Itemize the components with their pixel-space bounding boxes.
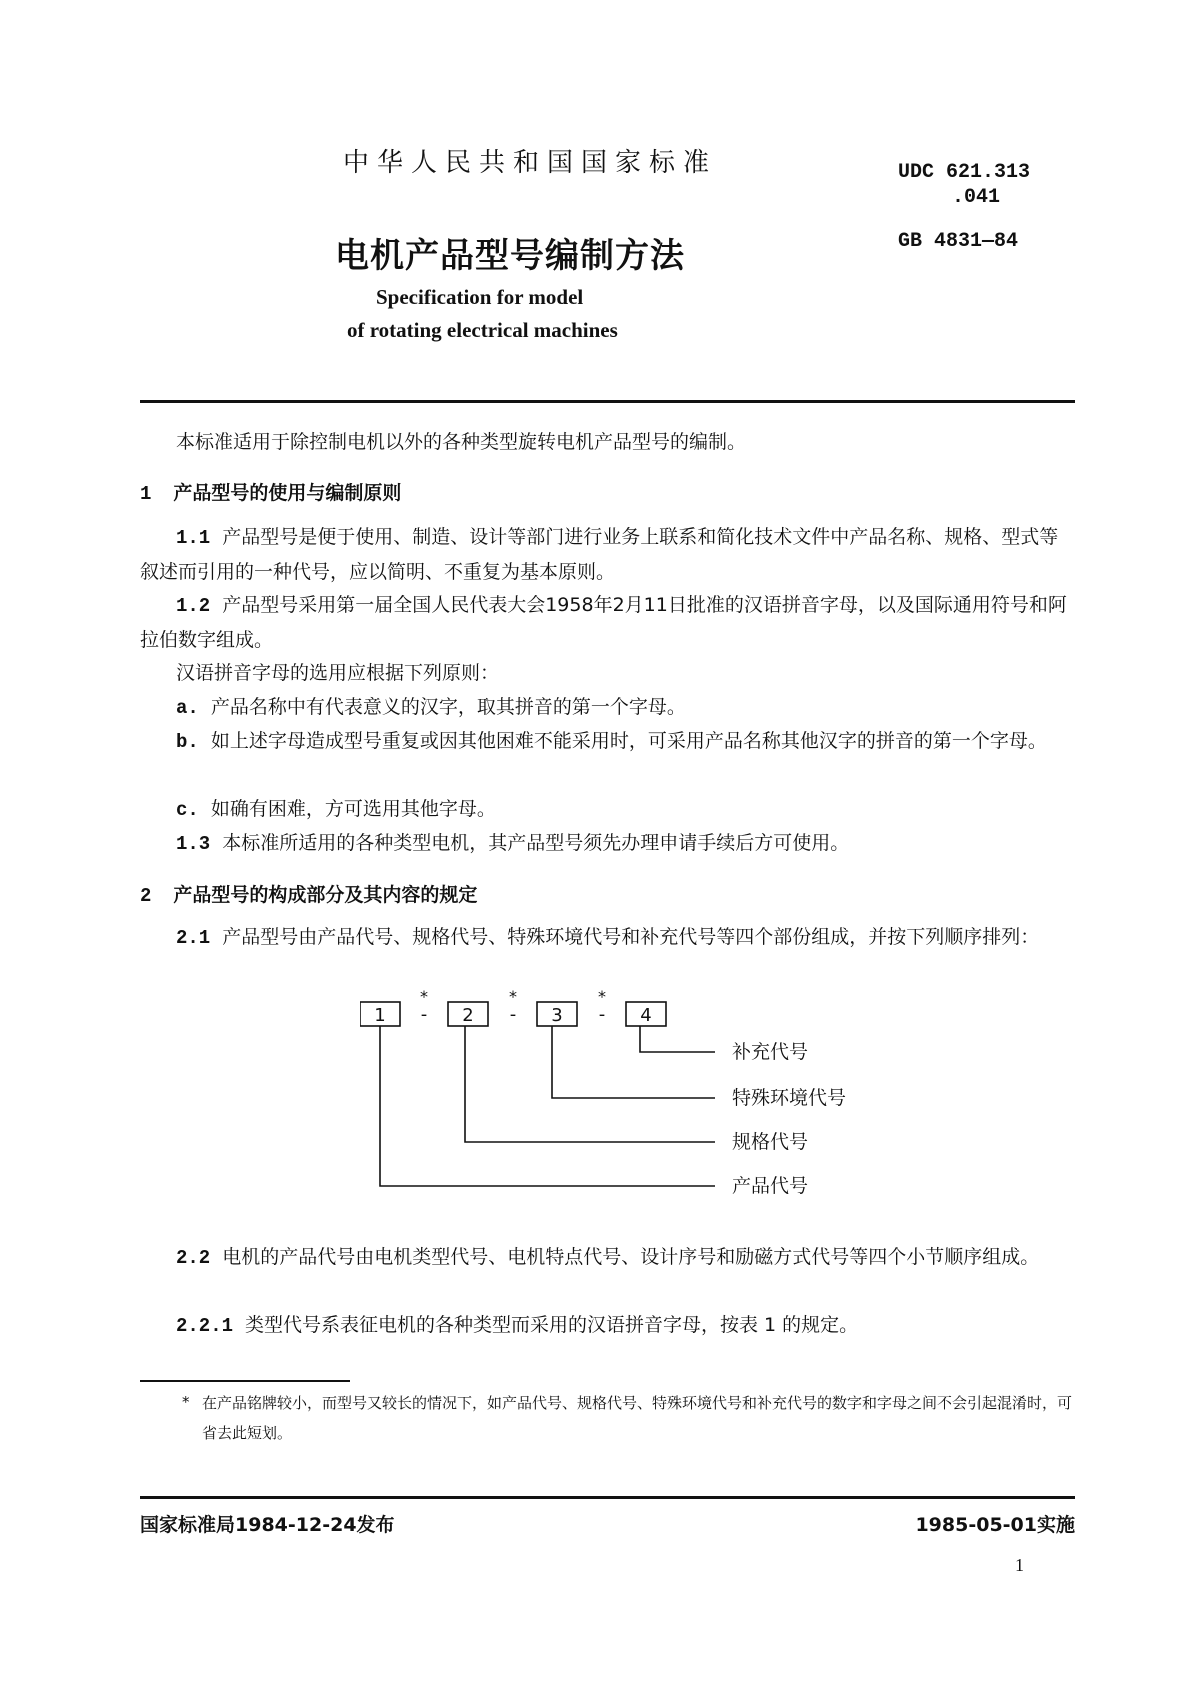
- footer-rule: [140, 1496, 1075, 1499]
- selection-rule-intro: 汉语拼音字母的选用应根据下列原则：: [176, 662, 500, 684]
- clause-text: 产品型号由产品代号、规格代号、特殊环境代号和补充代号等四个部份组成，并按下列顺序排列：: [222, 926, 1040, 948]
- clause-2-2-1: [140, 1308, 1070, 1343]
- section-number: 1: [140, 483, 152, 505]
- clause-text: 本标准所适用的各种类型电机，其产品型号须先办理申请手续后方可使用。: [222, 832, 850, 854]
- diagram-dash-1: -: [420, 1004, 428, 1025]
- model-structure-diagram: [360, 990, 920, 1220]
- list-item-label: a.: [176, 697, 199, 719]
- list-item-text: 如上述字母造成型号重复或因其他困难不能采用时，可采用产品名称其他汉字的拼音的第一个字母。: [210, 730, 1047, 752]
- clause-number: 1.3: [176, 833, 211, 855]
- clause-number: 2.2: [176, 1247, 211, 1269]
- label-special-environment-code: 特殊环境代号: [732, 1087, 847, 1109]
- connector-line-3: [552, 1026, 715, 1098]
- diagram-dash-2: -: [509, 1004, 517, 1025]
- clause-1-2: [140, 588, 1070, 657]
- udc-code-continued: .041: [952, 186, 1001, 209]
- list-item-b: [140, 724, 1070, 759]
- label-specification-code: 规格代号: [732, 1131, 809, 1153]
- clause-number: 2.2.1: [176, 1315, 234, 1337]
- connector-line-1: [380, 1026, 715, 1186]
- list-item-text: 产品名称中有代表意义的汉字，取其拼音的第一个字母。: [210, 696, 686, 718]
- diagram-box-label-1: 1: [374, 1005, 386, 1026]
- page-number: 1: [1015, 1555, 1024, 1575]
- header-rule: [140, 400, 1075, 403]
- clause-number: 2.1: [176, 927, 211, 949]
- section-title: 产品型号的使用与编制原则: [173, 482, 402, 504]
- clause-text: 产品型号采用第一届全国人民代表大会1958年2月11日批准的汉语拼音字母，以及国际通用符号和阿拉伯数字组成。: [140, 594, 1067, 651]
- english-title-line2: of rotating electrical machines: [347, 318, 618, 342]
- diagram-star-1: *: [420, 990, 428, 1006]
- page-title: 电机产品型号编制方法: [335, 236, 685, 276]
- section-title: 产品型号的构成部分及其内容的规定: [173, 884, 478, 906]
- clause-1-1: [140, 520, 1070, 589]
- clause-number: 1.2: [176, 595, 211, 617]
- footnote-text: 在产品铭牌较小，而型号又较长的情况下，如产品代号、规格代号、特殊环境代号和补充代号的数字和字母之间不会引起混淆时，可省去此短划。: [202, 1394, 1073, 1442]
- list-item-label: c.: [176, 799, 199, 821]
- diagram-star-3: *: [598, 990, 606, 1006]
- diagram-box-label-3: 3: [551, 1005, 563, 1026]
- section-1-heading: [140, 478, 401, 505]
- diagram-dash-3: -: [598, 1004, 606, 1025]
- english-title-line1: Specification for model: [376, 285, 584, 309]
- list-item-c: [140, 792, 1070, 827]
- list-item-a: [140, 690, 1070, 725]
- gb-code: GB 4831—84: [898, 230, 1019, 253]
- clause-number: 1.1: [176, 527, 211, 549]
- section-2-heading: [140, 880, 477, 907]
- footnote-marker: *: [182, 1393, 190, 1411]
- list-item-label: b.: [176, 731, 199, 753]
- clause-1-3: [140, 826, 1070, 861]
- publisher-info: 国家标准局1984-12-24发布: [140, 1514, 395, 1536]
- clause-2-1: [140, 920, 1070, 955]
- section-number: 2: [140, 885, 152, 907]
- clause-2-2: [140, 1240, 1070, 1275]
- effective-date: 1985-05-01实施: [915, 1514, 1075, 1536]
- udc-code: UDC 621.313: [898, 161, 1031, 184]
- label-product-code: 产品代号: [732, 1175, 809, 1197]
- diagram-box-label-2: 2: [462, 1005, 474, 1026]
- list-item-text: 如确有困难，方可选用其他字母。: [210, 798, 496, 820]
- clause-text: 电机的产品代号由电机类型代号、电机特点代号、设计序号和励磁方式代号等四个小节顺序组成。: [222, 1246, 1040, 1268]
- connector-line-2: [465, 1026, 715, 1142]
- standard-header: 中华人民共和国国家标准: [343, 148, 718, 178]
- intro-paragraph: 本标准适用于除控制电机以外的各种类型旋转电机产品型号的编制。: [176, 431, 747, 453]
- footnote-rule: [140, 1380, 350, 1382]
- diagram-box-label-4: 4: [640, 1005, 652, 1026]
- label-supplementary-code: 补充代号: [732, 1041, 809, 1063]
- clause-text: 类型代号系表征电机的各种类型而采用的汉语拼音字母，按表 1 的规定。: [245, 1314, 859, 1336]
- diagram-star-2: *: [509, 990, 517, 1006]
- connector-line-4: [640, 1026, 715, 1052]
- clause-text: 产品型号是便于使用、制造、设计等部门进行业务上联系和简化技术文件中产品名称、规格、型式等叙述而引用的一种代号，应以简明、不重复为基本原则。: [140, 526, 1059, 583]
